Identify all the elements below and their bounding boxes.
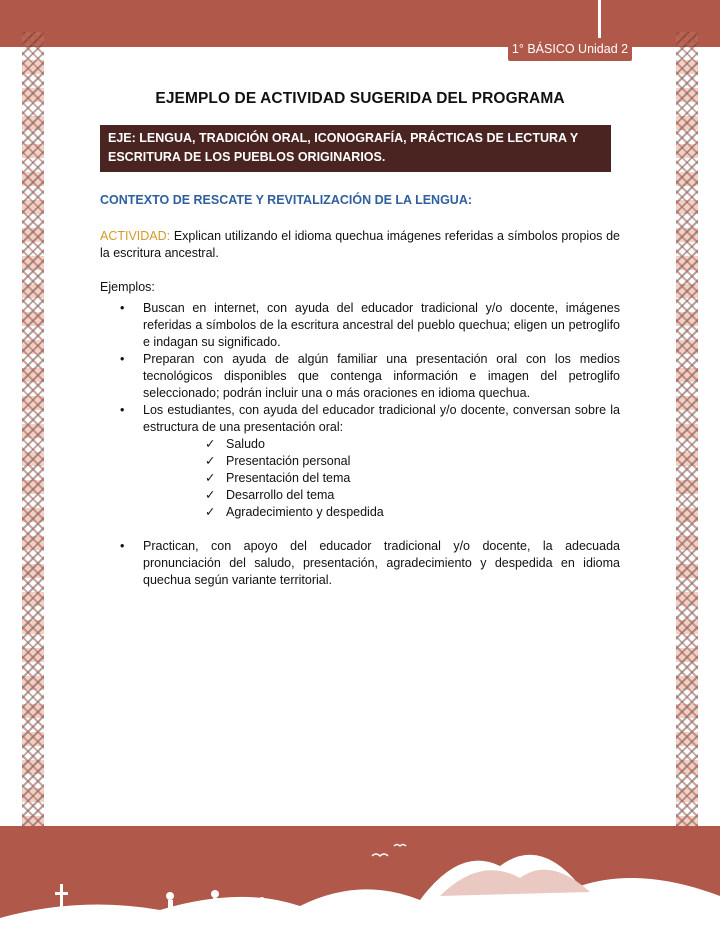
list-item (100, 351, 620, 402)
checklist-item-text: Agradecimiento y despedida (226, 505, 384, 519)
activity-text: Explican utilizando el idioma quechua imágenes referidas a símbolos propios de la escritura ancestral. (100, 229, 620, 260)
bullet-icon: • (120, 403, 125, 417)
activity-paragraph (100, 228, 620, 262)
checklist-item-text: Presentación personal (226, 454, 351, 468)
checklist-item (143, 504, 620, 521)
presentation-structure-checklist (143, 436, 620, 521)
activity-content (100, 228, 620, 589)
checklist-item-text: Desarrollo del tema (226, 488, 335, 502)
check-icon: ✓ (205, 454, 216, 468)
bullet-icon: • (120, 539, 125, 553)
document-title: EJEMPLO DE ACTIVIDAD SUGERIDA DEL PROGRAMA (155, 90, 565, 107)
list-item (100, 538, 620, 589)
checklist-item (143, 487, 620, 504)
check-icon: ✓ (205, 471, 216, 485)
check-icon: ✓ (205, 488, 216, 502)
bottom-landscape-illustration (0, 826, 720, 932)
check-icon: ✓ (205, 437, 216, 451)
grade-unit-badge: 1° BÁSICO Unidad 2 (508, 38, 632, 61)
context-section-title: CONTEXTO DE RESCATE Y REVITALIZACIÓN DE LA LENGUA: (100, 193, 473, 207)
list-item-text: Buscan en internet, con ayuda del educador tradicional y/o docente, imágenes referidas a símbolos de la escritura ancestral del pueblo quechua; eligen un petroglifo e indagan su significado. (143, 301, 620, 349)
bullet-icon: • (120, 352, 125, 366)
left-ornamental-border (22, 32, 44, 826)
list-item (100, 300, 620, 351)
list-item-text: Practican, con apoyo del educador tradicional y/o docente, la adecuada pronunciación del saludo, presentación, agradecimiento y despedida en idioma quechua según variante territorial. (143, 539, 620, 587)
checklist-item (143, 436, 620, 453)
checklist-item-text: Presentación del tema (226, 471, 351, 485)
activity-label: ACTIVIDAD: (100, 229, 171, 243)
checklist-item-text: Saludo (226, 437, 265, 451)
checklist-item (143, 453, 620, 470)
examples-label: Ejemplos: (100, 280, 155, 294)
list-item (100, 402, 620, 538)
eje-banner: EJE: LENGUA, TRADICIÓN ORAL, ICONOGRAFÍA, PRÁCTICAS DE LECTURA Y ESCRITURA DE LOS PUEBLOS ORIGINARIOS. (100, 125, 611, 172)
checklist-item (143, 470, 620, 487)
right-ornamental-border (676, 32, 698, 826)
bullet-icon: • (120, 301, 125, 315)
check-icon: ✓ (205, 505, 216, 519)
list-item-text: Preparan con ayuda de algún familiar una presentación oral con los medios tecnológicos disponibles que contenga información e imagen del petroglifo seleccionado; podrán incluir una o más oraciones en idioma quechua. (143, 352, 620, 400)
list-item-text: Los estudiantes, con ayuda del educador tradicional y/o docente, conversan sobre la estructura de una presentación oral: (143, 403, 620, 434)
examples-list (100, 300, 620, 589)
